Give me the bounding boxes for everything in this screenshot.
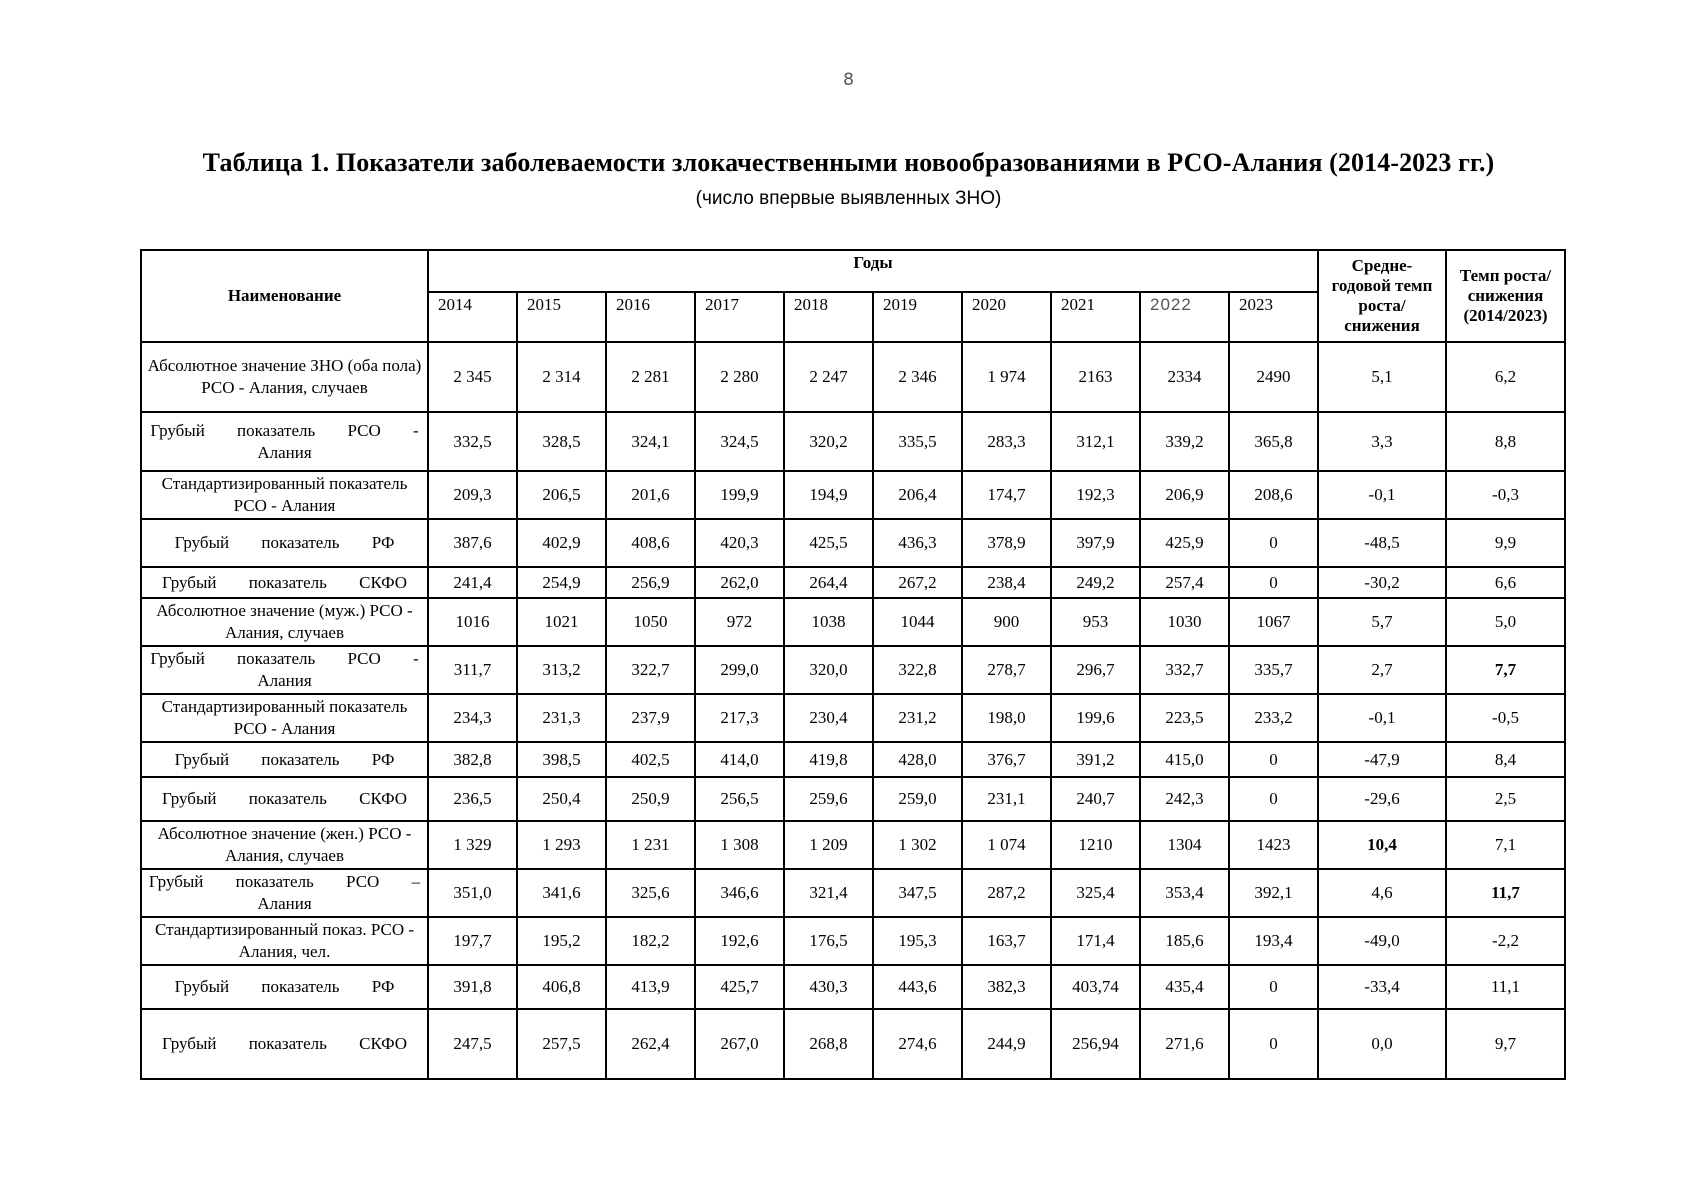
value-cell: 182,2 [606, 917, 695, 965]
value-cell: 271,6 [1140, 1009, 1229, 1079]
table-row [141, 412, 1565, 471]
table-row [141, 471, 1565, 519]
value-cell: 256,9 [606, 567, 695, 598]
value-cell: 250,9 [606, 777, 695, 821]
year-header: 2020 [962, 292, 1051, 342]
value-cell: 262,4 [606, 1009, 695, 1079]
value-cell: 320,2 [784, 412, 873, 471]
row-name: Стандартизированный показатель РСО - Алания [141, 694, 428, 742]
value-cell: 1044 [873, 598, 962, 646]
value-cell: 264,4 [784, 567, 873, 598]
row-name: Стандартизированный показатель РСО - Алания [141, 471, 428, 519]
value-cell: 223,5 [1140, 694, 1229, 742]
value-cell: 425,9 [1140, 519, 1229, 567]
value-cell: 0 [1229, 742, 1318, 777]
value-cell: 1038 [784, 598, 873, 646]
growth-rate-cell: 7,7 [1446, 646, 1565, 694]
value-cell: 163,7 [962, 917, 1051, 965]
value-cell: 335,7 [1229, 646, 1318, 694]
table-subtitle: (число впервые выявленных ЗНО) [695, 188, 1002, 209]
avg-rate-cell: -30,2 [1318, 567, 1446, 598]
value-cell: 0 [1229, 519, 1318, 567]
value-cell: 1 302 [873, 821, 962, 869]
value-cell: 1423 [1229, 821, 1318, 869]
row-name: Грубый показатель РСО - Алания [141, 646, 428, 694]
value-cell: 2 345 [428, 342, 517, 412]
row-name: Грубый показатель СКФО [141, 777, 428, 821]
value-cell: 278,7 [962, 646, 1051, 694]
table-row [141, 567, 1565, 598]
value-cell: 209,3 [428, 471, 517, 519]
growth-rate-cell: 8,8 [1446, 412, 1565, 471]
value-cell: 387,6 [428, 519, 517, 567]
row-name: Абсолютное значение ЗНО (оба пола) РСО - Алания, случаев [141, 342, 428, 412]
growth-rate-cell: 9,9 [1446, 519, 1565, 567]
column-header-growth-rate: Темп роста/ снижения (2014/2023) [1446, 250, 1565, 342]
row-name: Грубый показатель РСО – Алания [141, 869, 428, 917]
avg-rate-cell: -0,1 [1318, 694, 1446, 742]
table-row [141, 965, 1565, 1009]
value-cell: 972 [695, 598, 784, 646]
year-header: 2016 [606, 292, 695, 342]
page-number: 8 [843, 70, 854, 90]
value-cell: 176,5 [784, 917, 873, 965]
value-cell: 193,4 [1229, 917, 1318, 965]
avg-rate-cell: -0,1 [1318, 471, 1446, 519]
value-cell: 2 280 [695, 342, 784, 412]
value-cell: 197,7 [428, 917, 517, 965]
value-cell: 299,0 [695, 646, 784, 694]
value-cell: 325,6 [606, 869, 695, 917]
value-cell: 244,9 [962, 1009, 1051, 1079]
value-cell: 283,3 [962, 412, 1051, 471]
value-cell: 332,5 [428, 412, 517, 471]
value-cell: 267,2 [873, 567, 962, 598]
value-cell: 428,0 [873, 742, 962, 777]
avg-rate-cell: 4,6 [1318, 869, 1446, 917]
value-cell: 1067 [1229, 598, 1318, 646]
value-cell: 2334 [1140, 342, 1229, 412]
value-cell: 2 247 [784, 342, 873, 412]
value-cell: 217,3 [695, 694, 784, 742]
value-cell: 1030 [1140, 598, 1229, 646]
value-cell: 347,5 [873, 869, 962, 917]
value-cell: 402,9 [517, 519, 606, 567]
year-header: 2014 [428, 292, 517, 342]
value-cell: 0 [1229, 965, 1318, 1009]
value-cell: 397,9 [1051, 519, 1140, 567]
growth-rate-cell: 11,1 [1446, 965, 1565, 1009]
growth-rate-cell: 8,4 [1446, 742, 1565, 777]
value-cell: 1016 [428, 598, 517, 646]
row-name: Абсолютное значение (муж.) РСО - Алания, случаев [141, 598, 428, 646]
value-cell: 237,9 [606, 694, 695, 742]
year-header: 2022 [1140, 292, 1229, 342]
year-header: 2017 [695, 292, 784, 342]
value-cell: 403,74 [1051, 965, 1140, 1009]
avg-rate-cell: 3,3 [1318, 412, 1446, 471]
table-row [141, 777, 1565, 821]
value-cell: 420,3 [695, 519, 784, 567]
row-name: Грубый показатель СКФО [141, 1009, 428, 1079]
value-cell: 1 293 [517, 821, 606, 869]
column-header-years: Годы [428, 250, 1318, 292]
value-cell: 262,0 [695, 567, 784, 598]
value-cell: 195,3 [873, 917, 962, 965]
growth-rate-cell: -0,5 [1446, 694, 1565, 742]
value-cell: 257,4 [1140, 567, 1229, 598]
value-cell: 408,6 [606, 519, 695, 567]
value-cell: 425,7 [695, 965, 784, 1009]
value-cell: 1 209 [784, 821, 873, 869]
value-cell: 240,7 [1051, 777, 1140, 821]
value-cell: 2 281 [606, 342, 695, 412]
value-cell: 257,5 [517, 1009, 606, 1079]
table-row [141, 519, 1565, 567]
value-cell: 249,2 [1051, 567, 1140, 598]
value-cell: 230,4 [784, 694, 873, 742]
value-cell: 192,3 [1051, 471, 1140, 519]
avg-rate-cell: 5,7 [1318, 598, 1446, 646]
incidence-table [140, 249, 1566, 1080]
value-cell: 2 314 [517, 342, 606, 412]
year-header: 2023 [1229, 292, 1318, 342]
value-cell: 195,2 [517, 917, 606, 965]
value-cell: 287,2 [962, 869, 1051, 917]
table-row [141, 1009, 1565, 1079]
column-header-avg-rate: Средне-годовой темп роста/ снижения [1318, 250, 1446, 342]
row-name: Грубый показатель РФ [141, 519, 428, 567]
value-cell: 391,8 [428, 965, 517, 1009]
row-name: Грубый показатель СКФО [141, 567, 428, 598]
value-cell: 425,5 [784, 519, 873, 567]
value-cell: 236,5 [428, 777, 517, 821]
value-cell: 406,8 [517, 965, 606, 1009]
avg-rate-cell: -48,5 [1318, 519, 1446, 567]
column-header-name: Наименование [141, 250, 428, 342]
value-cell: 1021 [517, 598, 606, 646]
value-cell: 199,9 [695, 471, 784, 519]
table-title: Таблица 1. Показатели заболеваемости злокачественными новообразованиями в РСО-Алания (2014-2023 гг.) [202, 148, 1495, 177]
avg-rate-cell: 10,4 [1318, 821, 1446, 869]
value-cell: 2 346 [873, 342, 962, 412]
value-cell: 185,6 [1140, 917, 1229, 965]
value-cell: 415,0 [1140, 742, 1229, 777]
value-cell: 1210 [1051, 821, 1140, 869]
year-header: 2019 [873, 292, 962, 342]
value-cell: 0 [1229, 567, 1318, 598]
value-cell: 351,0 [428, 869, 517, 917]
value-cell: 231,1 [962, 777, 1051, 821]
growth-rate-cell: 5,0 [1446, 598, 1565, 646]
value-cell: 231,2 [873, 694, 962, 742]
value-cell: 268,8 [784, 1009, 873, 1079]
value-cell: 335,5 [873, 412, 962, 471]
value-cell: 391,2 [1051, 742, 1140, 777]
value-cell: 365,8 [1229, 412, 1318, 471]
value-cell: 376,7 [962, 742, 1051, 777]
table-row [141, 917, 1565, 965]
avg-rate-cell: 2,7 [1318, 646, 1446, 694]
row-name: Грубый показатель РФ [141, 742, 428, 777]
growth-rate-cell: -0,3 [1446, 471, 1565, 519]
value-cell: 324,1 [606, 412, 695, 471]
value-cell: 256,5 [695, 777, 784, 821]
value-cell: 341,6 [517, 869, 606, 917]
value-cell: 443,6 [873, 965, 962, 1009]
avg-rate-cell: -47,9 [1318, 742, 1446, 777]
growth-rate-cell: 9,7 [1446, 1009, 1565, 1079]
value-cell: 378,9 [962, 519, 1051, 567]
value-cell: 201,6 [606, 471, 695, 519]
row-name: Грубый показатель РФ [141, 965, 428, 1009]
value-cell: 419,8 [784, 742, 873, 777]
value-cell: 2163 [1051, 342, 1140, 412]
row-name: Стандартизированный показ. РСО - Алания, чел. [141, 917, 428, 965]
value-cell: 1 974 [962, 342, 1051, 412]
year-header: 2018 [784, 292, 873, 342]
growth-rate-cell: 7,1 [1446, 821, 1565, 869]
value-cell: 1304 [1140, 821, 1229, 869]
value-cell: 392,1 [1229, 869, 1318, 917]
value-cell: 320,0 [784, 646, 873, 694]
value-cell: 250,4 [517, 777, 606, 821]
table-row [141, 646, 1565, 694]
table-row [141, 742, 1565, 777]
value-cell: 171,4 [1051, 917, 1140, 965]
value-cell: 413,9 [606, 965, 695, 1009]
value-cell: 259,6 [784, 777, 873, 821]
value-cell: 2490 [1229, 342, 1318, 412]
value-cell: 322,8 [873, 646, 962, 694]
table-row [141, 598, 1565, 646]
table-row [141, 869, 1565, 917]
value-cell: 267,0 [695, 1009, 784, 1079]
table-row [141, 694, 1565, 742]
value-cell: 328,5 [517, 412, 606, 471]
growth-rate-cell: 2,5 [1446, 777, 1565, 821]
avg-rate-cell: -49,0 [1318, 917, 1446, 965]
avg-rate-cell: 5,1 [1318, 342, 1446, 412]
value-cell: 321,4 [784, 869, 873, 917]
value-cell: 206,9 [1140, 471, 1229, 519]
value-cell: 247,5 [428, 1009, 517, 1079]
growth-rate-cell: 6,6 [1446, 567, 1565, 598]
value-cell: 346,6 [695, 869, 784, 917]
table-row [141, 821, 1565, 869]
value-cell: 206,5 [517, 471, 606, 519]
value-cell: 402,5 [606, 742, 695, 777]
value-cell: 199,6 [1051, 694, 1140, 742]
avg-rate-cell: 0,0 [1318, 1009, 1446, 1079]
value-cell: 436,3 [873, 519, 962, 567]
value-cell: 192,6 [695, 917, 784, 965]
value-cell: 194,9 [784, 471, 873, 519]
value-cell: 256,94 [1051, 1009, 1140, 1079]
value-cell: 1 231 [606, 821, 695, 869]
value-cell: 242,3 [1140, 777, 1229, 821]
value-cell: 206,4 [873, 471, 962, 519]
row-name: Грубый показатель РСО - Алания [141, 412, 428, 471]
value-cell: 1 308 [695, 821, 784, 869]
value-cell: 174,7 [962, 471, 1051, 519]
value-cell: 900 [962, 598, 1051, 646]
value-cell: 0 [1229, 1009, 1318, 1079]
value-cell: 208,6 [1229, 471, 1318, 519]
avg-rate-cell: -29,6 [1318, 777, 1446, 821]
value-cell: 1 329 [428, 821, 517, 869]
value-cell: 324,5 [695, 412, 784, 471]
value-cell: 234,3 [428, 694, 517, 742]
value-cell: 274,6 [873, 1009, 962, 1079]
growth-rate-cell: -2,2 [1446, 917, 1565, 965]
row-name: Абсолютное значение (жен.) РСО - Алания, случаев [141, 821, 428, 869]
value-cell: 430,3 [784, 965, 873, 1009]
value-cell: 339,2 [1140, 412, 1229, 471]
value-cell: 325,4 [1051, 869, 1140, 917]
value-cell: 296,7 [1051, 646, 1140, 694]
value-cell: 198,0 [962, 694, 1051, 742]
value-cell: 382,3 [962, 965, 1051, 1009]
value-cell: 241,4 [428, 567, 517, 598]
year-header: 2015 [517, 292, 606, 342]
value-cell: 254,9 [517, 567, 606, 598]
year-header: 2021 [1051, 292, 1140, 342]
value-cell: 1050 [606, 598, 695, 646]
value-cell: 231,3 [517, 694, 606, 742]
value-cell: 233,2 [1229, 694, 1318, 742]
value-cell: 1 074 [962, 821, 1051, 869]
growth-rate-cell: 6,2 [1446, 342, 1565, 412]
value-cell: 953 [1051, 598, 1140, 646]
value-cell: 414,0 [695, 742, 784, 777]
value-cell: 312,1 [1051, 412, 1140, 471]
value-cell: 311,7 [428, 646, 517, 694]
table-row [141, 342, 1565, 412]
value-cell: 313,2 [517, 646, 606, 694]
value-cell: 382,8 [428, 742, 517, 777]
growth-rate-cell: 11,7 [1446, 869, 1565, 917]
avg-rate-cell: -33,4 [1318, 965, 1446, 1009]
value-cell: 435,4 [1140, 965, 1229, 1009]
value-cell: 332,7 [1140, 646, 1229, 694]
value-cell: 398,5 [517, 742, 606, 777]
value-cell: 353,4 [1140, 869, 1229, 917]
value-cell: 259,0 [873, 777, 962, 821]
value-cell: 322,7 [606, 646, 695, 694]
value-cell: 238,4 [962, 567, 1051, 598]
value-cell: 0 [1229, 777, 1318, 821]
